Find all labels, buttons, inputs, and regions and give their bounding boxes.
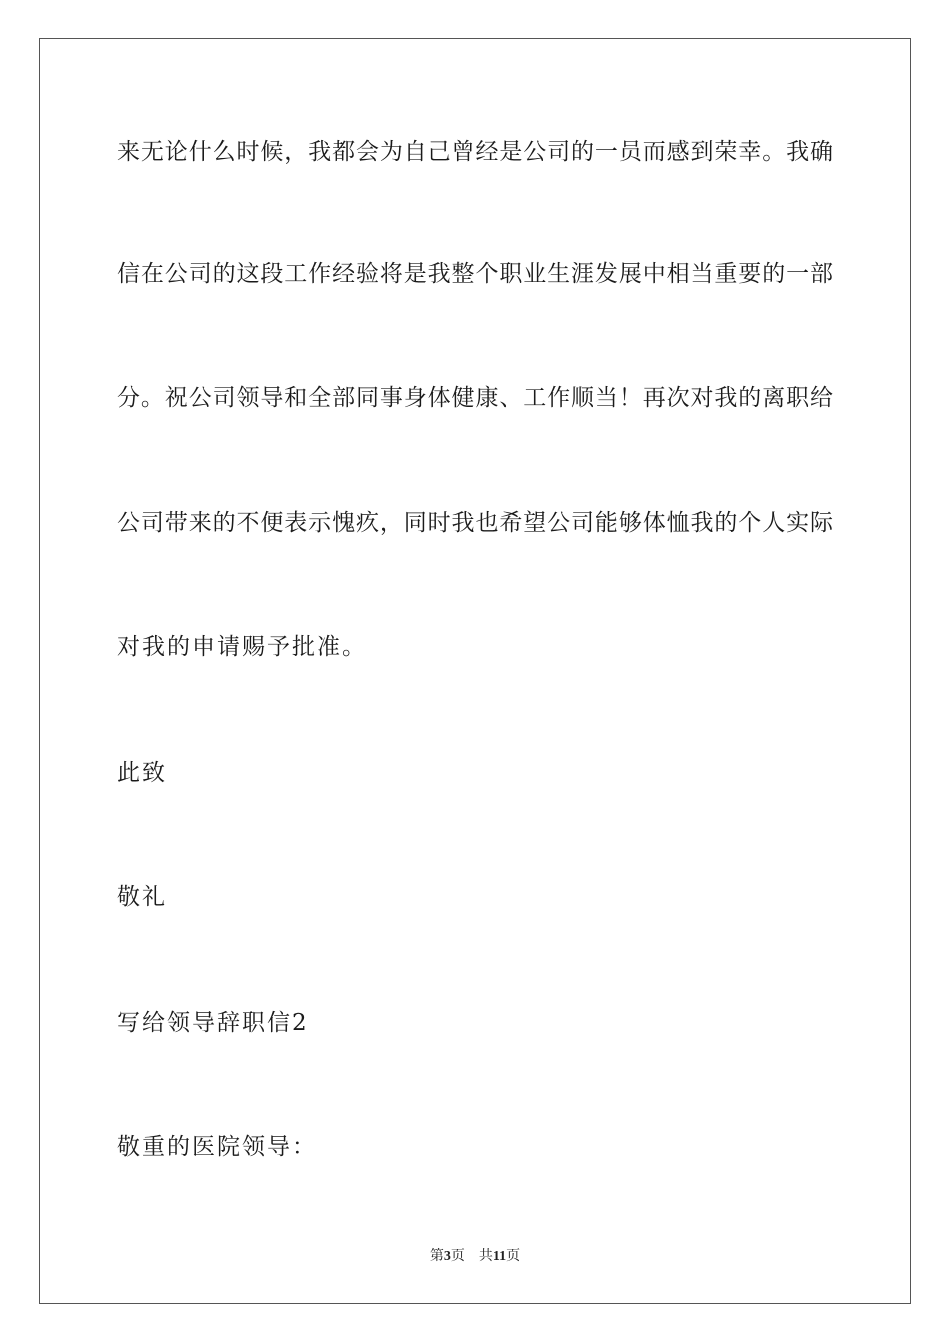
closing-jingli: 敬礼 (117, 884, 167, 910)
section-title: 写给领导辞职信2 (117, 1010, 309, 1036)
paragraph-line-3: 分。祝公司领导和全部同事身体健康、工作顺当！再次对我的离职给 (117, 385, 833, 411)
total-pages: 11 (492, 1249, 507, 1264)
total-prefix: 共 (478, 1249, 493, 1264)
paragraph-line-1: 来无论什么时候，我都会为自己曾经是公司的一员而感到荣幸。我确 (117, 139, 833, 165)
page-prefix: 第 (429, 1249, 444, 1264)
page-footer (0, 1247, 950, 1267)
total-suffix: 页 (506, 1249, 521, 1264)
page-border (39, 38, 911, 1304)
paragraph-line-5: 对我的申请赐予批准。 (117, 634, 367, 660)
paragraph-line-4: 公司带来的不便表示愧疚，同时我也希望公司能够体恤我的个人实际 (117, 510, 833, 536)
paragraph-line-2: 信在公司的这段工作经验将是我整个职业生涯发展中相当重要的一部 (117, 261, 833, 287)
salutation: 敬重的医院领导： (117, 1134, 317, 1160)
closing-cizhi: 此致 (117, 760, 167, 786)
page-suffix: 页 (450, 1249, 465, 1264)
page-number: 3 (443, 1249, 451, 1264)
